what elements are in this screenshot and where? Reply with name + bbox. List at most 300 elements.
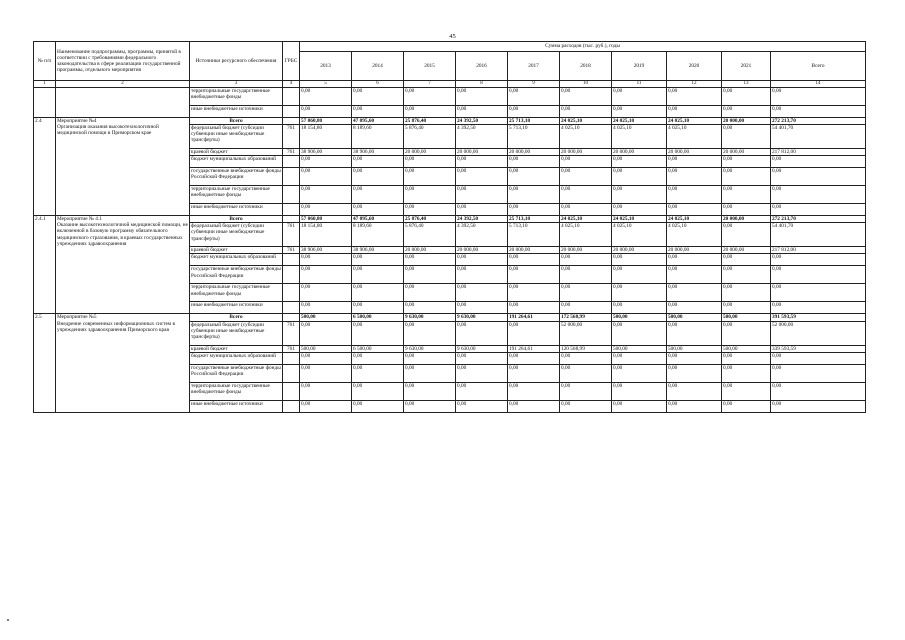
grbs-code <box>283 284 300 302</box>
value-cell: 20 000,00 <box>612 247 667 254</box>
grbs-code <box>283 88 300 106</box>
value-cell: 0,00 <box>560 284 612 302</box>
value-cell: 0,00 <box>352 352 404 364</box>
value-cell: 0,00 <box>612 186 667 204</box>
value-cell: 0,00 <box>352 284 404 302</box>
value-cell: 0,00 <box>456 284 508 302</box>
value-cell: 0,00 <box>667 352 722 364</box>
value-cell: 4 025,10 <box>612 125 667 149</box>
value-cell: 217 812,00 <box>771 247 866 254</box>
table-total-row <box>34 314 866 321</box>
header-sum: Сумма расходов (тыс. руб.), годы <box>300 42 866 52</box>
value-cell: 0,00 <box>300 302 352 314</box>
value-cell: 20 000,00 <box>722 247 771 254</box>
header-column-number: 8 <box>456 81 508 88</box>
value-cell: 24 392,50 <box>456 216 508 223</box>
value-cell: 0,00 <box>352 88 404 106</box>
source-name: иные внебюджетные источники <box>190 302 283 314</box>
measure-name-cell <box>56 314 190 412</box>
header-column-number: 9 <box>508 81 560 88</box>
measure-name: Мероприятие №5 <box>57 314 97 321</box>
value-cell: 4 392,50 <box>456 125 508 149</box>
value-cell: 0,00 <box>560 382 612 400</box>
value-cell: 0,00 <box>300 106 352 118</box>
row-number: 2.4.1 <box>34 216 56 314</box>
value-cell: 0,00 <box>612 302 667 314</box>
scan-mark <box>7 619 9 621</box>
value-cell: 8 189,60 <box>352 125 404 149</box>
value-cell: 0,00 <box>612 88 667 106</box>
value-cell: 47 095,60 <box>352 118 404 125</box>
value-cell: 0,00 <box>300 186 352 204</box>
source-name: территориальные государственные внебюджетные фонды <box>190 186 283 204</box>
header-year: 2019 <box>612 52 667 81</box>
value-cell: 24 025,10 <box>560 216 612 223</box>
value-cell: 0,00 <box>612 254 667 266</box>
header-column-number: 2 <box>56 81 190 88</box>
value-cell: 0,00 <box>352 321 404 345</box>
header-year: 2020 <box>667 52 722 81</box>
value-cell: 9 630,00 <box>456 345 508 352</box>
value-cell: 25 876,40 <box>404 216 456 223</box>
value-cell: 0,00 <box>771 106 866 118</box>
value-cell: 25 713,10 <box>508 216 560 223</box>
value-cell: 0,00 <box>352 254 404 266</box>
grbs-code <box>283 352 300 364</box>
value-cell: 0,00 <box>300 400 352 412</box>
source-total-label: Всего <box>190 314 283 321</box>
value-cell: 0,00 <box>508 88 560 106</box>
grbs-code: 761 <box>283 321 300 345</box>
source-total-label: Всего <box>190 118 283 125</box>
source-name: иные внебюджетные источники <box>190 106 283 118</box>
source-name: территориальные государственные внебюджетные фонды <box>190 382 283 400</box>
value-cell: 0,00 <box>722 364 771 382</box>
value-cell: 0,00 <box>404 364 456 382</box>
source-name: бюджет муниципальных образований <box>190 254 283 266</box>
value-cell: 24 025,10 <box>667 216 722 223</box>
value-cell: 0,00 <box>612 321 667 345</box>
value-cell: 0,00 <box>771 88 866 106</box>
value-cell: 0,00 <box>352 156 404 168</box>
header-year: 2018 <box>560 52 612 81</box>
value-cell: 339 593,59 <box>771 345 866 352</box>
value-cell: 0,00 <box>300 382 352 400</box>
value-cell: 0,00 <box>667 400 722 412</box>
value-cell: 172 568,99 <box>560 314 612 321</box>
value-cell: 500,00 <box>612 345 667 352</box>
value-cell: 0,00 <box>508 382 560 400</box>
value-cell: 38 906,00 <box>352 247 404 254</box>
value-cell: 18 154,80 <box>300 223 352 247</box>
value-cell: 0,00 <box>456 364 508 382</box>
value-cell: 0,00 <box>722 302 771 314</box>
header-column-number: 7 <box>404 81 456 88</box>
value-cell: 0,00 <box>404 284 456 302</box>
header-column-number: 1 <box>34 81 56 88</box>
value-cell: 191 264,61 <box>508 314 560 321</box>
value-cell: 0,00 <box>722 284 771 302</box>
value-cell: 0,00 <box>771 156 866 168</box>
value-cell: 0,00 <box>560 352 612 364</box>
value-cell: 0,00 <box>560 88 612 106</box>
value-cell: 0,00 <box>508 106 560 118</box>
value-cell: 20 000,00 <box>667 149 722 156</box>
value-cell: 47 095,60 <box>352 216 404 223</box>
value-cell: 4 025,10 <box>612 223 667 247</box>
value-cell: 0,00 <box>300 156 352 168</box>
value-cell: 38 906,00 <box>300 247 352 254</box>
value-cell: 0,00 <box>300 266 352 284</box>
measure-name: Мероприятие №4 <box>57 118 97 125</box>
header-column-number: 10 <box>560 81 612 88</box>
grbs-code <box>283 254 300 266</box>
header-source: Источники ресурсного обеспечения <box>190 42 283 81</box>
value-cell: 20 000,00 <box>612 149 667 156</box>
value-cell: 0,00 <box>456 266 508 284</box>
value-cell: 0,00 <box>508 168 560 186</box>
grbs-code <box>283 118 300 125</box>
source-name: краевой бюджет <box>190 149 283 156</box>
value-cell: 0,00 <box>560 266 612 284</box>
value-cell: 9 630,00 <box>456 314 508 321</box>
value-cell: 20 000,00 <box>508 247 560 254</box>
value-cell: 0,00 <box>667 364 722 382</box>
grbs-code: 761 <box>283 149 300 156</box>
value-cell: 20 000,00 <box>667 247 722 254</box>
grbs-code: 761 <box>283 223 300 247</box>
grbs-code <box>283 216 300 223</box>
value-cell: 20 000,00 <box>404 247 456 254</box>
source-name: территориальные государственные внебюджетные фонды <box>190 88 283 106</box>
value-cell: 0,00 <box>456 352 508 364</box>
value-cell: 0,00 <box>722 168 771 186</box>
value-cell: 0,00 <box>612 266 667 284</box>
table-row <box>34 88 866 106</box>
value-cell: 0,00 <box>560 400 612 412</box>
value-cell: 4 025,10 <box>667 223 722 247</box>
source-name: иные внебюджетные источники <box>190 204 283 216</box>
value-cell: 0,00 <box>404 266 456 284</box>
value-cell: 0,00 <box>352 302 404 314</box>
value-cell: 0,00 <box>404 186 456 204</box>
value-cell: 4 392,50 <box>456 223 508 247</box>
value-cell: 0,00 <box>508 204 560 216</box>
value-cell: 0,00 <box>508 254 560 266</box>
value-cell: 0,00 <box>771 382 866 400</box>
value-cell: 0,00 <box>667 106 722 118</box>
value-cell: 120 568,99 <box>560 345 612 352</box>
value-cell: 0,00 <box>612 168 667 186</box>
value-cell: 0,00 <box>722 321 771 345</box>
value-cell: 500,00 <box>722 314 771 321</box>
value-cell: 20 000,00 <box>508 149 560 156</box>
value-cell: 0,00 <box>456 382 508 400</box>
value-cell: 5 713,10 <box>508 223 560 247</box>
value-cell: 24 025,10 <box>667 118 722 125</box>
value-cell: 0,00 <box>667 302 722 314</box>
value-cell: 0,00 <box>404 204 456 216</box>
value-cell: 500,00 <box>667 314 722 321</box>
value-cell: 38 906,00 <box>300 149 352 156</box>
value-cell: 0,00 <box>352 382 404 400</box>
value-cell: 0,00 <box>456 204 508 216</box>
value-cell: 0,00 <box>612 364 667 382</box>
header-year: 2013 <box>300 52 352 81</box>
value-cell: 0,00 <box>560 186 612 204</box>
measure-description: Организация оказания высокотехнологичной медицинской помощи в Приморском крае <box>57 124 159 137</box>
value-cell: 5 713,10 <box>508 125 560 149</box>
table-total-row <box>34 216 866 223</box>
value-cell: 0,00 <box>771 266 866 284</box>
value-cell: 191 264,61 <box>508 345 560 352</box>
value-cell: 20 000,00 <box>560 247 612 254</box>
value-cell: 52 000,00 <box>771 321 866 345</box>
row-number: 2.4 <box>34 118 56 216</box>
value-cell: 6 500,00 <box>352 345 404 352</box>
value-cell: 0,00 <box>722 125 771 149</box>
value-cell: 9 630,00 <box>404 345 456 352</box>
table-total-row <box>34 118 866 125</box>
value-cell: 0,00 <box>456 88 508 106</box>
header-no: № п/п <box>34 42 56 81</box>
value-cell: 500,00 <box>722 345 771 352</box>
header-column-number: 12 <box>667 81 722 88</box>
value-cell: 52 000,00 <box>560 321 612 345</box>
value-cell: 0,00 <box>352 186 404 204</box>
source-name: иные внебюджетные источники <box>190 400 283 412</box>
value-cell: 0,00 <box>404 400 456 412</box>
value-cell: 24 392,50 <box>456 118 508 125</box>
value-cell: 0,00 <box>722 266 771 284</box>
source-name: государственные внебюджетные фонды Российской Федерации <box>190 266 283 284</box>
value-cell: 0,00 <box>771 352 866 364</box>
table-header <box>34 42 866 88</box>
page-number: 45 <box>449 33 456 40</box>
value-cell: 0,00 <box>667 254 722 266</box>
value-cell: 0,00 <box>667 88 722 106</box>
value-cell: 4 025,10 <box>667 125 722 149</box>
value-cell: 0,00 <box>612 382 667 400</box>
value-cell: 0,00 <box>508 266 560 284</box>
value-cell: 20 000,00 <box>560 149 612 156</box>
source-name: бюджет муниципальных образований <box>190 156 283 168</box>
value-cell: 0,00 <box>667 204 722 216</box>
budget-table <box>33 41 866 413</box>
value-cell: 0,00 <box>560 106 612 118</box>
grbs-code <box>283 106 300 118</box>
source-name: территориальные государственные внебюджетные фонды <box>190 284 283 302</box>
value-cell: 0,00 <box>300 284 352 302</box>
value-cell: 0,00 <box>560 364 612 382</box>
value-cell: 391 593,59 <box>771 314 866 321</box>
value-cell: 54 401,70 <box>771 125 866 149</box>
value-cell: 0,00 <box>352 106 404 118</box>
value-cell: 0,00 <box>300 321 352 345</box>
value-cell: 0,00 <box>722 223 771 247</box>
row-number: 2.5 <box>34 314 56 412</box>
header-year: 2016 <box>456 52 508 81</box>
header-year: 2021 <box>722 52 771 81</box>
value-cell: 500,00 <box>300 345 352 352</box>
value-cell: 0,00 <box>404 106 456 118</box>
value-cell: 0,00 <box>508 352 560 364</box>
value-cell: 0,00 <box>771 168 866 186</box>
value-cell: 0,00 <box>352 364 404 382</box>
value-cell: 0,00 <box>300 364 352 382</box>
source-name: государственные внебюджетные фонды Российской Федерации <box>190 364 283 382</box>
value-cell: 0,00 <box>667 168 722 186</box>
source-total-label: Всего <box>190 216 283 223</box>
value-cell: 0,00 <box>667 156 722 168</box>
value-cell: 0,00 <box>404 156 456 168</box>
value-cell: 0,00 <box>612 352 667 364</box>
value-cell: 0,00 <box>722 254 771 266</box>
value-cell: 5 876,40 <box>404 125 456 149</box>
value-cell: 500,00 <box>667 345 722 352</box>
value-cell: 0,00 <box>508 321 560 345</box>
grbs-code <box>283 302 300 314</box>
grbs-code <box>283 364 300 382</box>
value-cell: 0,00 <box>508 186 560 204</box>
value-cell: 0,00 <box>667 284 722 302</box>
header-year: 2014 <box>352 52 404 81</box>
value-cell: 0,00 <box>404 352 456 364</box>
value-cell: 0,00 <box>456 254 508 266</box>
value-cell: 0,00 <box>456 168 508 186</box>
grbs-code <box>283 400 300 412</box>
source-name: краевой бюджет <box>190 247 283 254</box>
value-cell: 0,00 <box>722 88 771 106</box>
value-cell: 0,00 <box>771 364 866 382</box>
value-cell: 20 000,00 <box>456 149 508 156</box>
value-cell: 0,00 <box>667 266 722 284</box>
value-cell: 0,00 <box>771 254 866 266</box>
value-cell: 0,00 <box>352 400 404 412</box>
value-cell: 0,00 <box>722 186 771 204</box>
header-column-numbers <box>34 81 866 88</box>
grbs-code <box>283 314 300 321</box>
value-cell: 0,00 <box>722 204 771 216</box>
value-cell: 0,00 <box>404 254 456 266</box>
value-cell: 0,00 <box>667 186 722 204</box>
value-cell: 0,00 <box>352 266 404 284</box>
value-cell: 500,00 <box>612 314 667 321</box>
value-cell: 0,00 <box>771 302 866 314</box>
value-cell: 25 713,10 <box>508 118 560 125</box>
value-cell: 0,00 <box>300 204 352 216</box>
value-cell: 0,00 <box>560 156 612 168</box>
header-column-number: 6 <box>352 81 404 88</box>
value-cell: 4 025,10 <box>560 223 612 247</box>
grbs-code <box>283 266 300 284</box>
value-cell: 0,00 <box>771 284 866 302</box>
value-cell: 0,00 <box>508 302 560 314</box>
source-name: федеральный бюджет (субсидии субвенции иные межбюджетные трансферты) <box>190 223 283 247</box>
value-cell: 20 000,00 <box>404 149 456 156</box>
value-cell: 0,00 <box>352 204 404 216</box>
value-cell: 4 025,10 <box>560 125 612 149</box>
value-cell: 0,00 <box>456 400 508 412</box>
value-cell: 0,00 <box>456 106 508 118</box>
value-cell: 0,00 <box>722 352 771 364</box>
measure-name-cell <box>56 216 190 314</box>
measure-name-cell <box>56 118 190 216</box>
value-cell: 0,00 <box>560 204 612 216</box>
value-cell: 24 025,10 <box>612 216 667 223</box>
value-cell: 25 876,40 <box>404 118 456 125</box>
source-name: краевой бюджет <box>190 345 283 352</box>
value-cell: 217 812,00 <box>771 149 866 156</box>
value-cell: 0,00 <box>560 302 612 314</box>
grbs-code: 761 <box>283 125 300 149</box>
value-cell: 38 906,00 <box>352 149 404 156</box>
value-cell: 272 213,70 <box>771 216 866 223</box>
header-column-number: 5 <box>300 81 352 88</box>
value-cell: 0,00 <box>404 88 456 106</box>
measure-name-cell <box>56 88 190 118</box>
value-cell: 57 060,80 <box>300 216 352 223</box>
value-cell: 0,00 <box>352 168 404 186</box>
grbs-code <box>283 204 300 216</box>
value-cell: 8 189,60 <box>352 223 404 247</box>
value-cell: 0,00 <box>404 321 456 345</box>
value-cell: 0,00 <box>612 156 667 168</box>
source-name: государственные внебюджетные фонды Российской Федерации <box>190 168 283 186</box>
value-cell: 0,00 <box>300 168 352 186</box>
value-cell: 54 401,70 <box>771 223 866 247</box>
header-column-number: 11 <box>612 81 667 88</box>
grbs-code: 761 <box>283 247 300 254</box>
value-cell: 0,00 <box>771 400 866 412</box>
row-number <box>34 88 56 118</box>
grbs-code <box>283 186 300 204</box>
value-cell: 0,00 <box>404 168 456 186</box>
value-cell: 0,00 <box>722 382 771 400</box>
header-column-number: 3 <box>190 81 283 88</box>
source-name: бюджет муниципальных образований <box>190 352 283 364</box>
measure-description: Оказание высокотехнологичной медицинской помощи, не включенной в базовую программу обязательного медицинского страхования, в краевых государственных учреждениях здравоохранения <box>57 222 188 247</box>
grbs-code <box>283 382 300 400</box>
value-cell: 0,00 <box>404 382 456 400</box>
header-year: 2015 <box>404 52 456 81</box>
value-cell: 0,00 <box>667 382 722 400</box>
source-name: федеральный бюджет (субсидии субвенции иные межбюджетные трансферты) <box>190 321 283 345</box>
table-body <box>34 88 866 413</box>
grbs-code <box>283 156 300 168</box>
measure-name: Мероприятие № 4.1 <box>57 216 102 223</box>
value-cell: 0,00 <box>300 88 352 106</box>
value-cell: 0,00 <box>722 400 771 412</box>
value-cell: 500,00 <box>300 314 352 321</box>
header-grbs: ГРБС <box>283 42 300 81</box>
value-cell: 0,00 <box>456 302 508 314</box>
value-cell: 6 500,00 <box>352 314 404 321</box>
value-cell: 0,00 <box>456 186 508 204</box>
header-name: Наименование подпрограммы, программы, принятой в соответствии с требованиями федерального законодательства в сфере реализации государственной программы, отдельного мероприятия <box>56 42 190 81</box>
value-cell: 24 025,10 <box>560 118 612 125</box>
value-cell: 0,00 <box>771 186 866 204</box>
header-column-number: 14 <box>771 81 866 88</box>
value-cell: 0,00 <box>667 321 722 345</box>
value-cell: 57 060,80 <box>300 118 352 125</box>
value-cell: 20 000,00 <box>722 118 771 125</box>
value-cell: 0,00 <box>508 156 560 168</box>
value-cell: 20 000,00 <box>722 149 771 156</box>
measure-description: Внедрение современных информационных систем в учреждениях здравоохранения Приморского края <box>57 320 175 333</box>
grbs-code <box>283 168 300 186</box>
value-cell: 0,00 <box>612 284 667 302</box>
